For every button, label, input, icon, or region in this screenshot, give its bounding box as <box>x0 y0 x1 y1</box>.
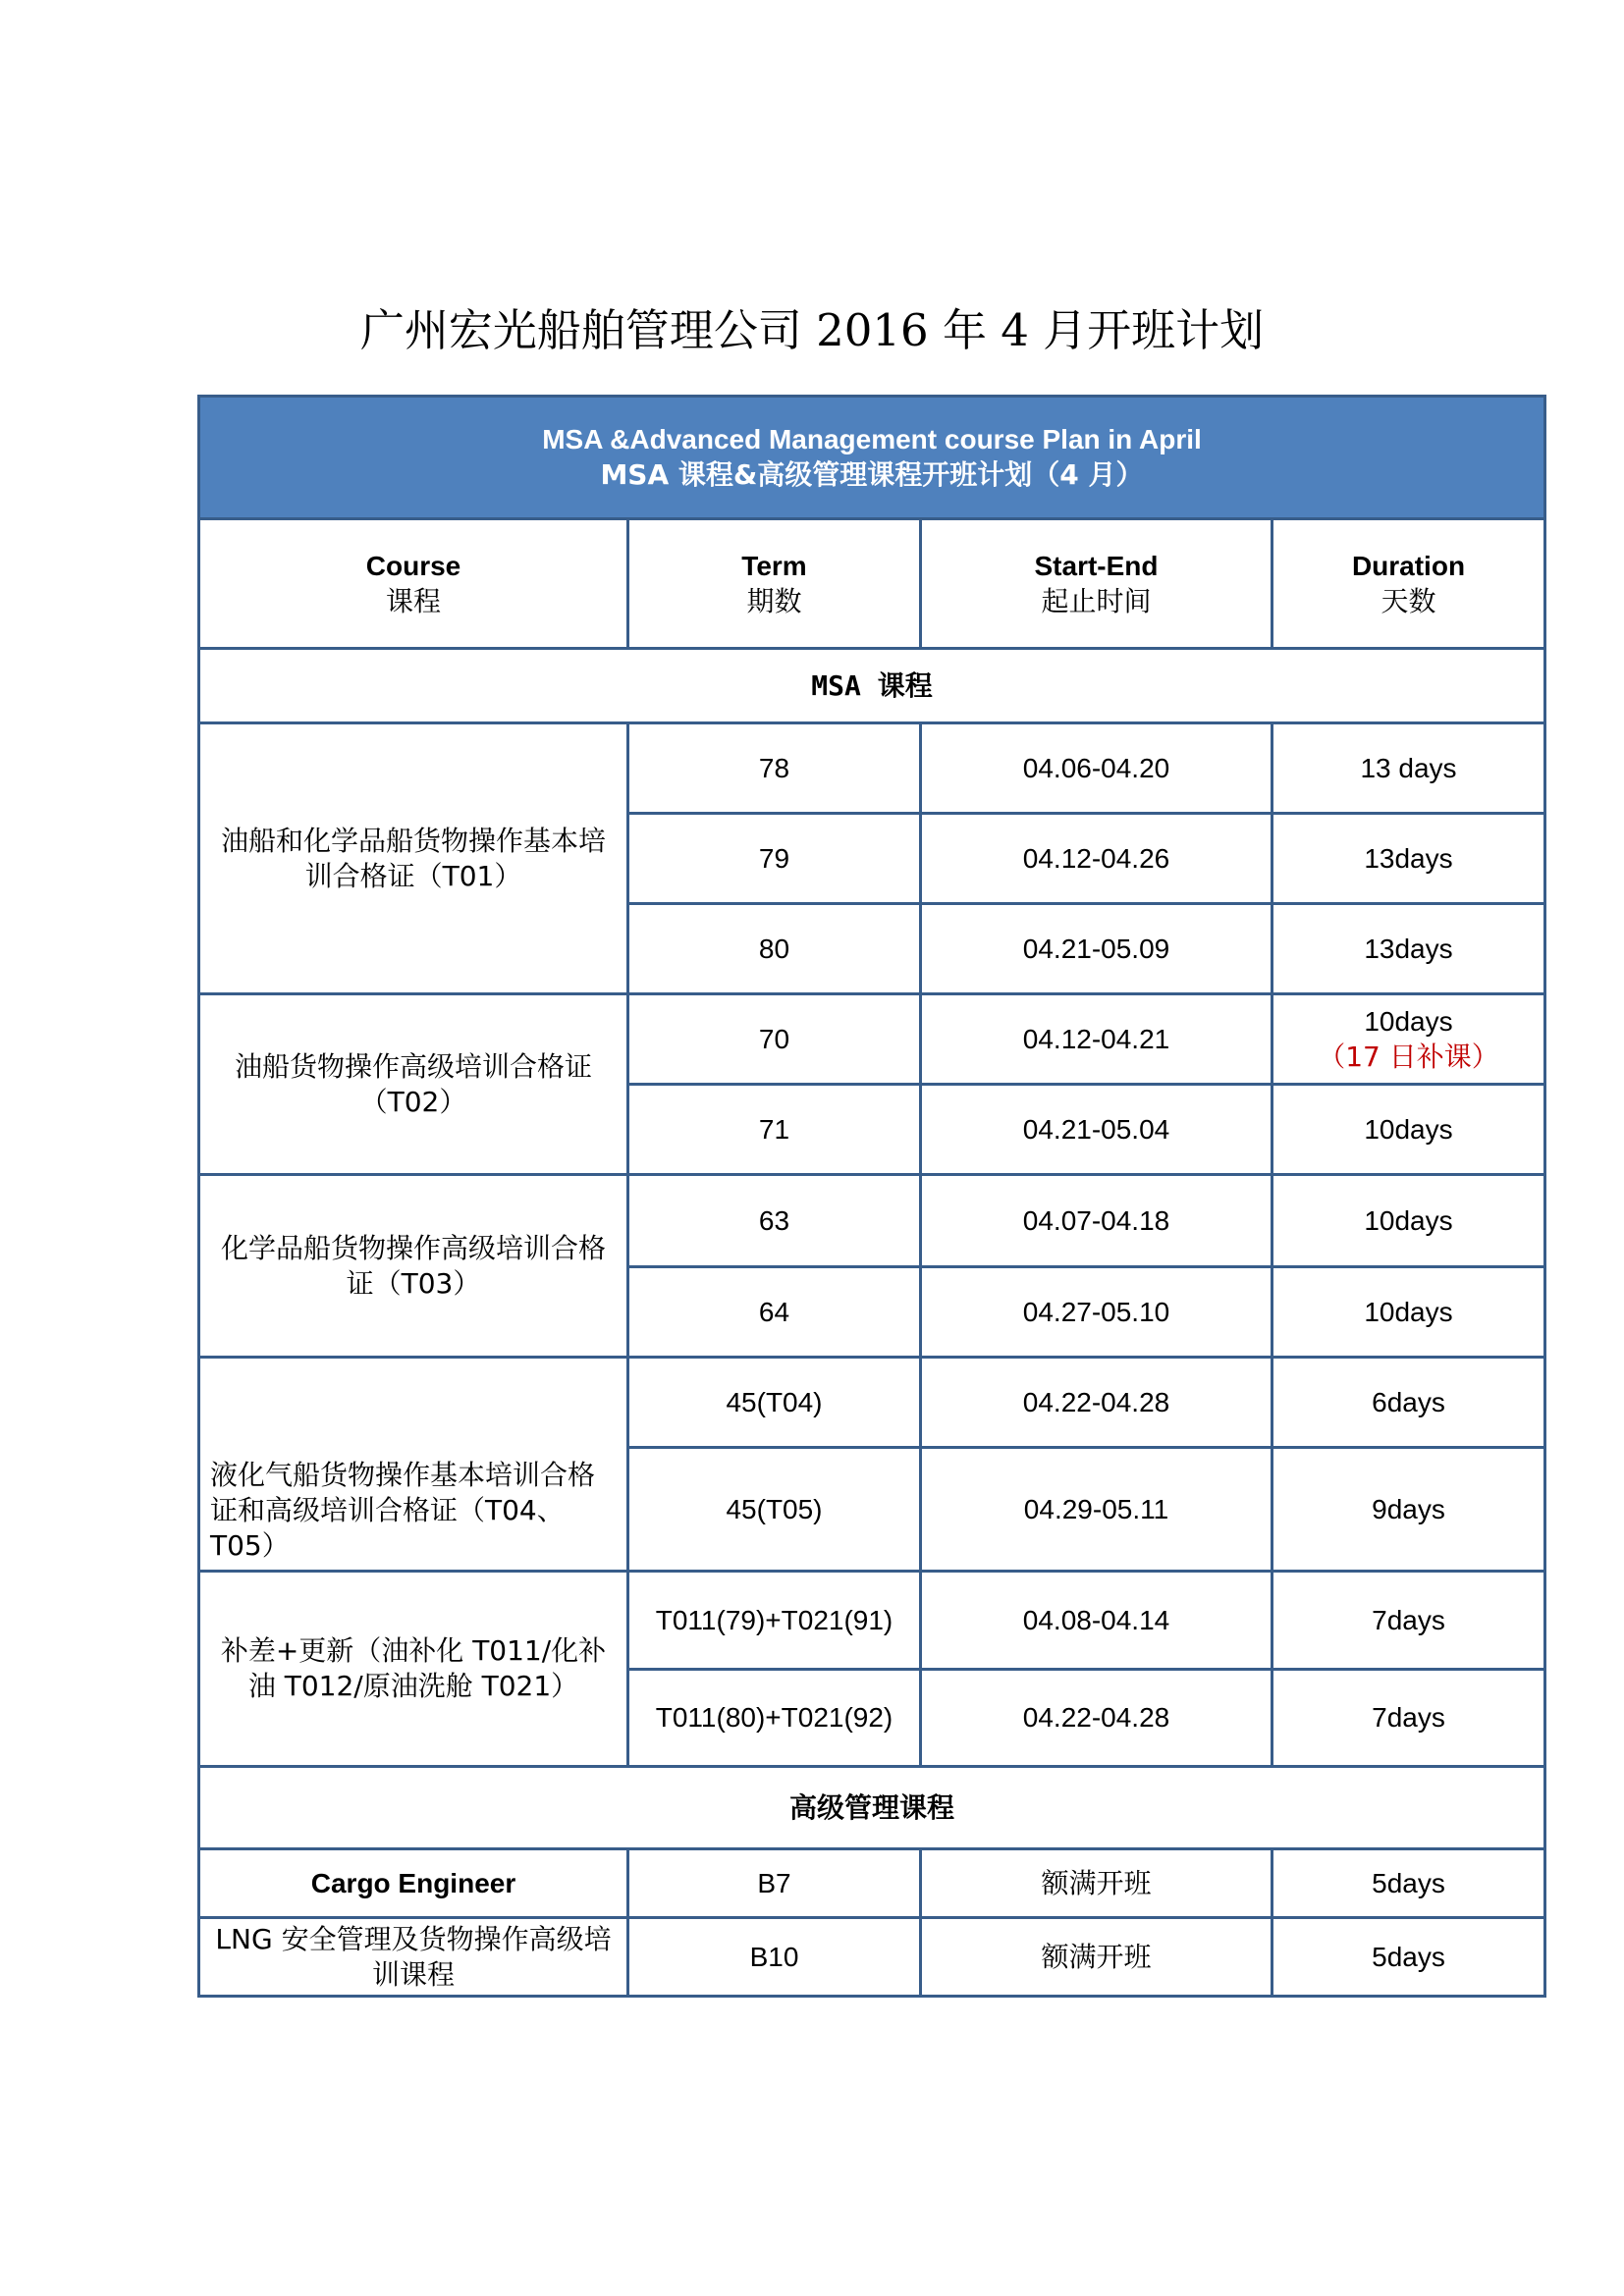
course-name: 补差+更新（油补化 T011/化补油 T012/原油洗舱 T021） <box>199 1572 628 1767</box>
term-cell: 71 <box>628 1085 921 1175</box>
course-plan-table <box>197 395 1546 1998</box>
course-name: 化学品船货物操作高级培训合格证（T03） <box>199 1175 628 1358</box>
section-row <box>199 1767 1545 1849</box>
table-row <box>199 723 1545 814</box>
course-name: Cargo Engineer <box>199 1849 628 1918</box>
banner-title-cn: MSA 课程&高级管理课程开班计划（4 月） <box>600 458 1144 491</box>
term-cell: 79 <box>628 814 921 904</box>
table-row <box>199 994 1545 1085</box>
table-banner-row <box>199 397 1545 519</box>
term-cell: 70 <box>628 994 921 1085</box>
dates-cell: 04.07-04.18 <box>921 1175 1272 1267</box>
dates-cell: 04.21-05.09 <box>921 904 1272 994</box>
table-row <box>199 1918 1545 1997</box>
banner-title-en: MSA &Advanced Management course Plan in April <box>542 424 1202 454</box>
duration-cell: 7days <box>1272 1572 1545 1670</box>
dates-cell: 04.12-04.26 <box>921 814 1272 904</box>
header-start-end: Start-End 起止时间 <box>921 519 1272 649</box>
document-title: 广州宏光船舶管理公司 2016 年 4 月开班计划 <box>359 304 1265 356</box>
course-name: 油船货物操作高级培训合格证（T02） <box>199 994 628 1175</box>
dates-cell: 04.22-04.28 <box>921 1358 1272 1448</box>
dates-cell: 04.08-04.14 <box>921 1572 1272 1670</box>
term-cell: 80 <box>628 904 921 994</box>
duration-cell: 6days <box>1272 1358 1545 1448</box>
section-title-msa: MSA 课程 <box>199 649 1545 723</box>
term-cell: 64 <box>628 1267 921 1358</box>
dates-cell: 04.29-05.11 <box>921 1448 1272 1572</box>
duration-cell: 5days <box>1272 1918 1545 1997</box>
course-name: 液化气船货物操作基本培训合格证和高级培训合格证（T04、T05） <box>199 1358 628 1572</box>
term-cell: 78 <box>628 723 921 814</box>
table-row <box>199 1572 1545 1670</box>
dates-cell: 额满开班 <box>921 1849 1272 1918</box>
term-cell: 45(T05) <box>628 1448 921 1572</box>
term-cell: 45(T04) <box>628 1358 921 1448</box>
table-row <box>199 1849 1545 1918</box>
term-cell: T011(79)+T021(91) <box>628 1572 921 1670</box>
duration-cell: 13days <box>1272 904 1545 994</box>
duration-cell: 10days <box>1272 1267 1545 1358</box>
term-cell: B10 <box>628 1918 921 1997</box>
header-duration: Duration 天数 <box>1272 519 1545 649</box>
dates-cell: 04.21-05.04 <box>921 1085 1272 1175</box>
dates-cell: 04.06-04.20 <box>921 723 1272 814</box>
header-course: Course 课程 <box>199 519 628 649</box>
term-cell: 63 <box>628 1175 921 1267</box>
section-title-advanced: 高级管理课程 <box>199 1767 1545 1849</box>
duration-cell: 10days <box>1272 1175 1545 1267</box>
course-name: LNG 安全管理及货物操作高级培训课程 <box>199 1918 628 1997</box>
table-row <box>199 1175 1545 1267</box>
dates-cell: 04.22-04.28 <box>921 1670 1272 1767</box>
dates-cell: 04.27-05.10 <box>921 1267 1272 1358</box>
term-cell: T011(80)+T021(92) <box>628 1670 921 1767</box>
column-header-row <box>199 519 1545 649</box>
dates-cell: 额满开班 <box>921 1918 1272 1997</box>
table-row <box>199 1358 1545 1448</box>
dates-cell: 04.12-04.21 <box>921 994 1272 1085</box>
duration-note: （17 日补课） <box>1318 1040 1499 1073</box>
duration-cell: 5days <box>1272 1849 1545 1918</box>
duration-cell: 7days <box>1272 1670 1545 1767</box>
header-term: Term 期数 <box>628 519 921 649</box>
duration-cell: 13 days <box>1272 723 1545 814</box>
table-banner <box>199 397 1545 519</box>
course-name: 油船和化学品船货物操作基本培训合格证（T01） <box>199 723 628 994</box>
duration-cell: 9days <box>1272 1448 1545 1572</box>
duration-cell <box>1272 994 1545 1085</box>
term-cell: B7 <box>628 1849 921 1918</box>
duration-cell: 10days <box>1272 1085 1545 1175</box>
section-row <box>199 649 1545 723</box>
duration-value: 10days <box>1364 1005 1453 1037</box>
duration-cell: 13days <box>1272 814 1545 904</box>
